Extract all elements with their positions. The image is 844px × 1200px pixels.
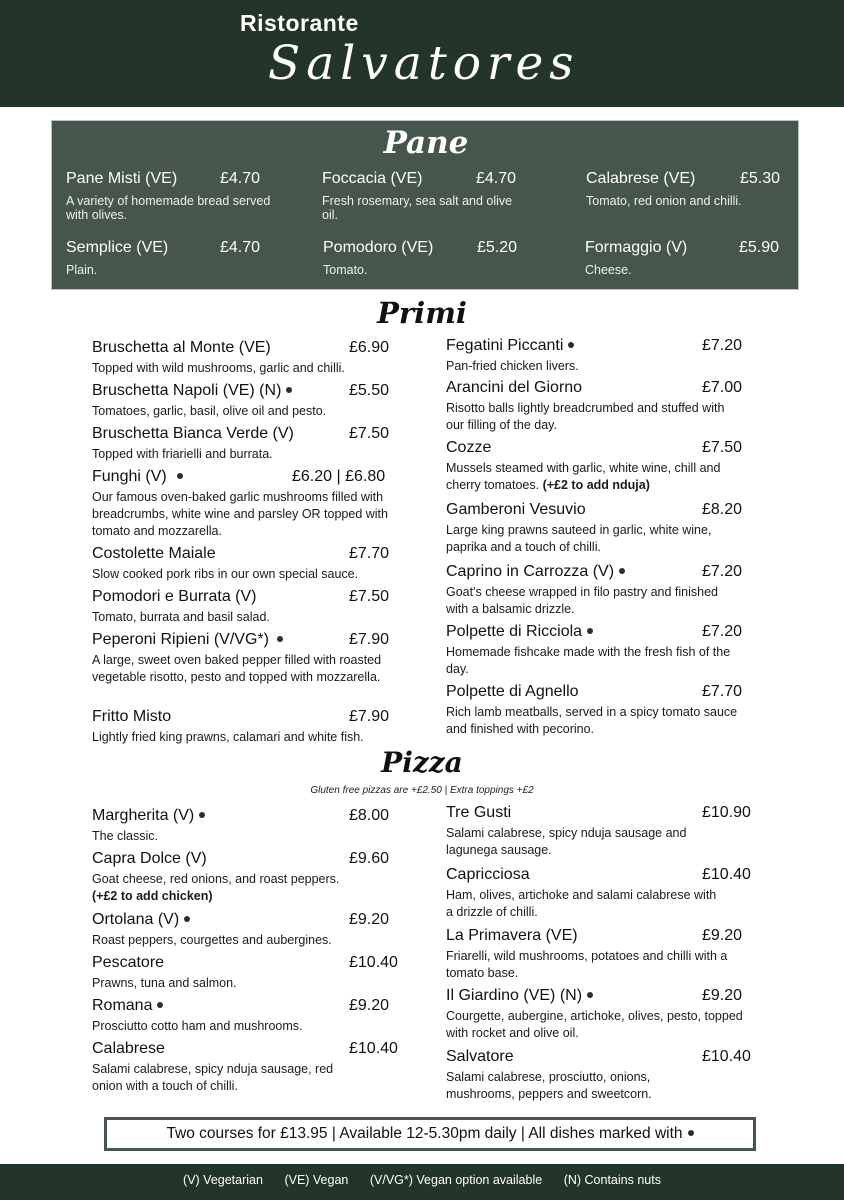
menu-item (446, 623, 741, 678)
menu-item (92, 1040, 398, 1095)
item-name: La Primavera (VE) (446, 927, 578, 944)
item-name: Gamberoni Vesuvio (446, 501, 586, 518)
menu-item (66, 239, 271, 277)
item-description: Topped with friarielli and burrata. (92, 447, 273, 461)
item-price: £9.20 (349, 997, 390, 1014)
item-name: Bruschetta al Monte (VE) (92, 339, 271, 356)
menu-item (92, 545, 402, 583)
item-price: £5.90 (739, 239, 780, 256)
item-name: Romana (92, 997, 153, 1014)
item-description: Prosciutto cotto ham and mushrooms. (92, 1019, 303, 1033)
header-bar (0, 0, 844, 107)
primi-title: Primi (377, 296, 467, 330)
item-price: £7.00 (702, 379, 743, 396)
menu-item (446, 683, 746, 738)
item-description: Salami calabrese, spicy nduja sausage, red onion with a touch of chilli. (92, 1062, 334, 1093)
item-name: Bruschetta Napoli (VE) (N) (92, 382, 282, 399)
house-special-dot-icon (587, 992, 593, 998)
legend-vegan-option: (V/VG*) Vegan option available (369, 1173, 543, 1187)
item-description: Prawns, tuna and salmon. (92, 976, 237, 990)
house-special-dot-icon (277, 636, 283, 642)
item-description: Ham, olives, artichoke and salami calabrese with a drizzle of chilli. (446, 888, 717, 919)
item-price: £4.70 (220, 170, 261, 187)
item-price: £10.40 (702, 1048, 751, 1065)
item-price: £6.20 | £6.80 (292, 468, 386, 485)
item-name: Cozze (446, 439, 492, 456)
promo-text: Two courses for £13.95 | Available 12-5.30pm daily | All dishes marked with (166, 1125, 683, 1142)
menu-item (92, 850, 402, 905)
menu-item (92, 807, 402, 845)
house-special-dot-icon (619, 568, 625, 574)
menu-item (92, 382, 402, 420)
item-price: £5.20 (477, 239, 518, 256)
item-price: £10.40 (349, 954, 398, 971)
item-description: Goat's cheese wrapped in filo pastry and finished with a balsamic drizzle. (446, 585, 718, 616)
item-price: £7.70 (702, 683, 743, 700)
item-description: Large king prawns sauteed in garlic, white wine, paprika and a touch of chilli. (446, 523, 712, 554)
item-name: Capricciosa (446, 866, 530, 883)
item-name: Costolette Maiale (92, 545, 216, 562)
item-description: Lightly fried king prawns, calamari and white fish. (92, 730, 364, 744)
pizza-note: Gluten free pizzas are +£2.50 | Extra toppings +£2 (310, 785, 534, 796)
item-description: Our famous oven-baked garlic mushrooms filled with breadcrumbs, white wine and parsley OR topped with tomato and mozzarella. (92, 490, 388, 538)
menu-item (66, 170, 271, 222)
menu-item (446, 927, 743, 982)
item-name: Calabrese (VE) (586, 170, 696, 187)
item-name: Fritto Misto (92, 708, 172, 725)
menu-item (446, 337, 751, 375)
item-description: Roast peppers, courgettes and aubergines. (92, 933, 332, 947)
menu-item (446, 501, 741, 556)
menu-item (446, 804, 751, 859)
house-special-dot-icon (587, 628, 593, 634)
item-name: Ortolana (V) (92, 911, 180, 928)
menu-item (322, 170, 527, 222)
item-price: £7.90 (349, 708, 390, 725)
pizza-title: Pizza (381, 746, 463, 779)
item-name: Il Giardino (VE) (N) (446, 987, 583, 1004)
item-price: £4.70 (476, 170, 517, 187)
item-price: £10.90 (702, 804, 751, 821)
item-price: £7.50 (702, 439, 743, 456)
item-description: The classic. (92, 829, 158, 843)
item-name: Capra Dolce (V) (92, 850, 207, 867)
item-name: Formaggio (V) (585, 239, 688, 256)
house-special-dot-icon (688, 1130, 694, 1136)
brand-ristorante: Ristorante (240, 10, 359, 36)
item-name: Pomodori e Burrata (V) (92, 588, 257, 605)
house-special-dot-icon (286, 387, 292, 393)
item-description: Tomatoes, garlic, basil, olive oil and pesto. (92, 404, 327, 418)
item-price: £9.20 (349, 911, 390, 928)
item-price: £7.20 (702, 337, 743, 354)
legend-contains-nuts: (N) Contains nuts (563, 1173, 661, 1187)
house-special-dot-icon (184, 916, 190, 922)
pane-section (51, 120, 799, 290)
menu-item (92, 339, 402, 377)
brand-salvatores: Salvatores (268, 36, 580, 91)
item-name: Pescatore (92, 954, 165, 971)
item-name: Tre Gusti (446, 804, 512, 821)
item-description: Mussels steamed with garlic, white wine, chill and cherry tomatoes. (446, 461, 721, 492)
item-description: Cheese. (585, 263, 632, 277)
item-name: Pomodoro (VE) (323, 239, 434, 256)
item-name: Caprino in Carrozza (V) (446, 563, 615, 580)
item-price: £5.30 (740, 170, 781, 187)
item-description: Friarelli, wild mushrooms, potatoes and chilli with a tomato base. (446, 949, 728, 980)
item-description: Courgette, aubergine, artichoke, olives, pesto, topped with rocket and olive oil. (446, 1009, 743, 1040)
menu-item (446, 563, 741, 618)
item-description: Slow cooked pork ribs in our own special sauce. (92, 567, 359, 581)
menu-item (92, 468, 397, 540)
menu-item (446, 439, 741, 494)
item-description: Tomato, red onion and chilli. (586, 194, 742, 208)
item-extra: (+£2 to add nduja) (542, 478, 650, 492)
menu-item (92, 631, 390, 686)
promo-banner (104, 1117, 756, 1151)
menu-item (92, 425, 402, 463)
menu-item (92, 911, 402, 949)
item-description: Tomato. (323, 263, 368, 277)
menu-item (92, 997, 402, 1035)
house-special-dot-icon (157, 1002, 163, 1008)
house-special-dot-icon (568, 342, 574, 348)
menu-item (446, 866, 751, 921)
item-description: Goat cheese, red onions, and roast peppers. (92, 872, 340, 886)
item-name: Polpette di Agnello (446, 683, 579, 700)
item-price: £7.70 (349, 545, 390, 562)
pane-title: Pane (383, 125, 469, 161)
item-name: Fegatini Piccanti (446, 337, 564, 354)
item-description: A variety of homemade bread served with olives. (66, 194, 271, 222)
footer-legend (0, 1164, 844, 1200)
item-price: £10.40 (349, 1040, 398, 1057)
item-price: £7.50 (349, 425, 390, 442)
item-price: £10.40 (702, 866, 751, 883)
item-description: Salami calabrese, prosciutto, onions, mushrooms, peppers and sweetcorn. (446, 1070, 652, 1101)
item-extra: (+£2 to add chicken) (92, 889, 213, 903)
item-name: Polpette di Ricciola (446, 623, 583, 640)
item-price: £4.70 (220, 239, 261, 256)
item-description: Topped with wild mushrooms, garlic and chilli. (92, 361, 345, 375)
item-name: Calabrese (92, 1040, 165, 1057)
item-price: £9.20 (702, 927, 743, 944)
item-price: £7.50 (349, 588, 390, 605)
item-name: Bruschetta Bianca Verde (V) (92, 425, 294, 442)
item-price: £8.00 (349, 807, 390, 824)
item-description: Homemade fishcake made with the fresh fish of the day. (446, 645, 731, 676)
item-price: £9.60 (349, 850, 390, 867)
menu-item (446, 1048, 751, 1103)
item-price: £7.20 (702, 563, 743, 580)
menu-item (586, 170, 791, 208)
item-name: Semplice (VE) (66, 239, 169, 256)
item-description: A large, sweet oven baked pepper filled with roasted vegetable risotto, pesto and topped with mozzarella. (92, 653, 382, 684)
menu-item (446, 379, 741, 434)
item-description: Salami calabrese, spicy nduja sausage and lagunega sausage. (446, 826, 687, 857)
item-description: Plain. (66, 263, 98, 277)
item-description: Rich lamb meatballs, served in a spicy tomato sauce and finished with pecorino. (446, 705, 738, 736)
item-price: £7.20 (702, 623, 743, 640)
item-name: Foccacia (VE) (322, 170, 423, 187)
item-name: Margherita (V) (92, 807, 195, 824)
legend-vegetarian: (V) Vegetarian (183, 1173, 263, 1187)
item-name: Peperoni Ripieni (V/VG*) (92, 631, 269, 648)
item-price: £7.90 (349, 631, 390, 648)
house-special-dot-icon (177, 473, 183, 479)
legend-vegan: (VE) Vegan (284, 1173, 349, 1187)
item-name: Arancini del Giorno (446, 379, 583, 396)
menu-item (92, 708, 412, 746)
item-price: £5.50 (349, 382, 390, 399)
item-name: Salvatore (446, 1048, 514, 1065)
menu-item (585, 239, 790, 277)
item-description: Tomato, burrata and basil salad. (92, 610, 270, 624)
menu-item (92, 954, 412, 992)
menu-item (92, 588, 402, 626)
menu-item (323, 239, 528, 277)
menu-item (446, 987, 746, 1042)
item-name: Pane Misti (VE) (66, 170, 178, 187)
item-price: £9.20 (702, 987, 743, 1004)
house-special-dot-icon (199, 812, 205, 818)
item-description: Fresh rosemary, sea salt and olive oil. (322, 194, 513, 222)
item-description: Risotto balls lightly breadcrumbed and stuffed with our filling of the day. (446, 401, 725, 432)
item-price: £6.90 (349, 339, 390, 356)
item-description: Pan-fried chicken livers. (446, 359, 579, 373)
item-price: £8.20 (702, 501, 743, 518)
item-name: Funghi (V) (92, 468, 167, 485)
